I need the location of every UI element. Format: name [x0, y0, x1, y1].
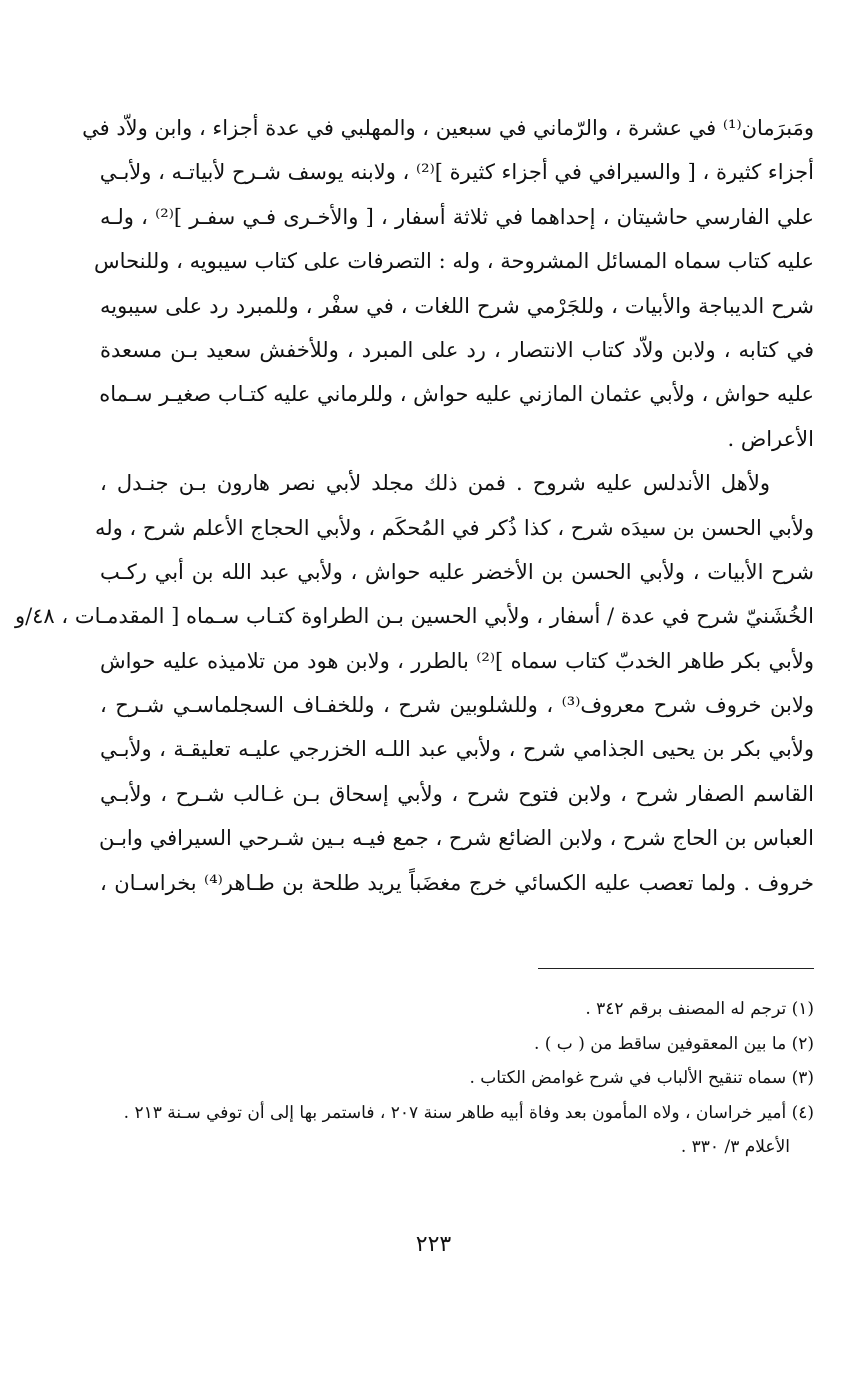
footnote-continuation: الأعلام ٣/ ٣٣٠ . — [680, 1137, 790, 1158]
text-line: العباس بن الحاج شرح ، ولابن الضائع شرح ، جمع فيـه بـين شـرحي السيرافي وابـن — [98, 826, 814, 851]
text-line: شرح الديباجة والأبيات ، وللجَرْمي شرح اللغات ، في سفْر ، وللمبرد رد على سيبويه — [100, 293, 814, 318]
text-line: ولأبي الحسن بن سيدَه شرح ، كذا ذُكر في المُحكَم ، ولأبي الحجاج الأعلم شرح ، وله — [94, 515, 814, 540]
text-line: ولأبي بكر طاهر الخدبّ كتاب سماه ]⁽²⁾ بالطرر ، ولابن هود من تلاميذه عليه حواش — [100, 648, 814, 673]
text-line: عليه كتاب سماه المسائل المشروحة ، وله : التصرفات على كتاب سيبويه ، وللنحاس — [94, 249, 814, 274]
footnote: (٣) سماه تنقيح الألباب في شرح غوامض الكتاب . — [469, 1068, 814, 1089]
text-line: الأعراض . — [727, 426, 814, 451]
text-line: شرح الأبيات ، ولأبي الحسن بن الأخضر عليه حواش ، ولأبي عبد الله بن أبي ركـب — [100, 559, 814, 584]
text-line: ومَبرَمان⁽¹⁾ في عشرة ، والرّماني في سبعين ، والمهلبي في عدة أجزاء ، وابن ولاّد في — [82, 116, 814, 140]
text-line: ولابن خروف شرح معروف⁽³⁾ ، وللشلوبين شرح ، وللخفـاف السجلماسـي شـرح ، — [100, 693, 814, 718]
text-line: الخُشَنيّ شرح في عدة / أسفار ، ولأبي الحسين بـن الطراوة كتـاب سـماه [ المقدمـات ، ٤٨/و — [14, 604, 814, 629]
footnote: (١) ترجم له المصنف برقم ٣٤٢ . — [585, 999, 814, 1019]
text-line: خروف . ولما تعصب عليه الكسائي خرج مغضَباً يريد طلحة بن طـاهر⁽⁴⁾ بخراسـان ، — [100, 870, 814, 895]
text-line: في كتابه ، ولابن ولاّد كتاب الانتصار ، رد على المبرد ، وللأخفش سعيد بـن مسعدة — [100, 337, 814, 362]
footnotes — [100, 992, 814, 1165]
footnote-divider — [538, 968, 814, 969]
footnote: (٢) ما بين المعقوفين ساقط من ( ب ) . — [533, 1033, 814, 1054]
text-line: عليه حواش ، ولأبي عثمان المازني عليه حواش ، وللرماني عليه كتـاب صغيـر سـماه — [99, 382, 814, 407]
text-line: علي الفارسي حاشيتان ، إحداهما في ثلاثة أسفار ، [ والأخـرى فـي سفـر ]⁽²⁾ ، ولـه — [100, 204, 814, 229]
text-line: ولأبي بكر بن يحيى الجذامي شرح ، ولأبي عبد اللـه الخزرجي عليـه تعليقـة ، ولأبـي — [100, 737, 814, 762]
text-line: ولأهل الأندلس عليه شروح . فمن ذلك مجلد لأبي نصر هارون بـن جنـدل ، — [100, 471, 771, 496]
page-number: ٢٢٣ — [415, 1232, 452, 1257]
text-line: أجزاء كثيرة ، [ والسيرافي في أجزاء كثيرة ]⁽²⁾ ، ولابنه يوسف شـرح لأبياتـه ، ولأبـي — [99, 160, 814, 185]
main-text — [14, 106, 814, 905]
text-line: القاسم الصفار شرح ، ولابن فتوح شرح ، ولأبي إسحاق بـن غـالب شـرح ، ولأبـي — [100, 781, 814, 806]
footnote: (٤) أمير خراسان ، ولاه المأمون بعد وفاة أبيه طاهر سنة ٢٠٧ ، فاستمر بها إلى أن توفي سـنة ٢١٣ . — [123, 1102, 814, 1123]
